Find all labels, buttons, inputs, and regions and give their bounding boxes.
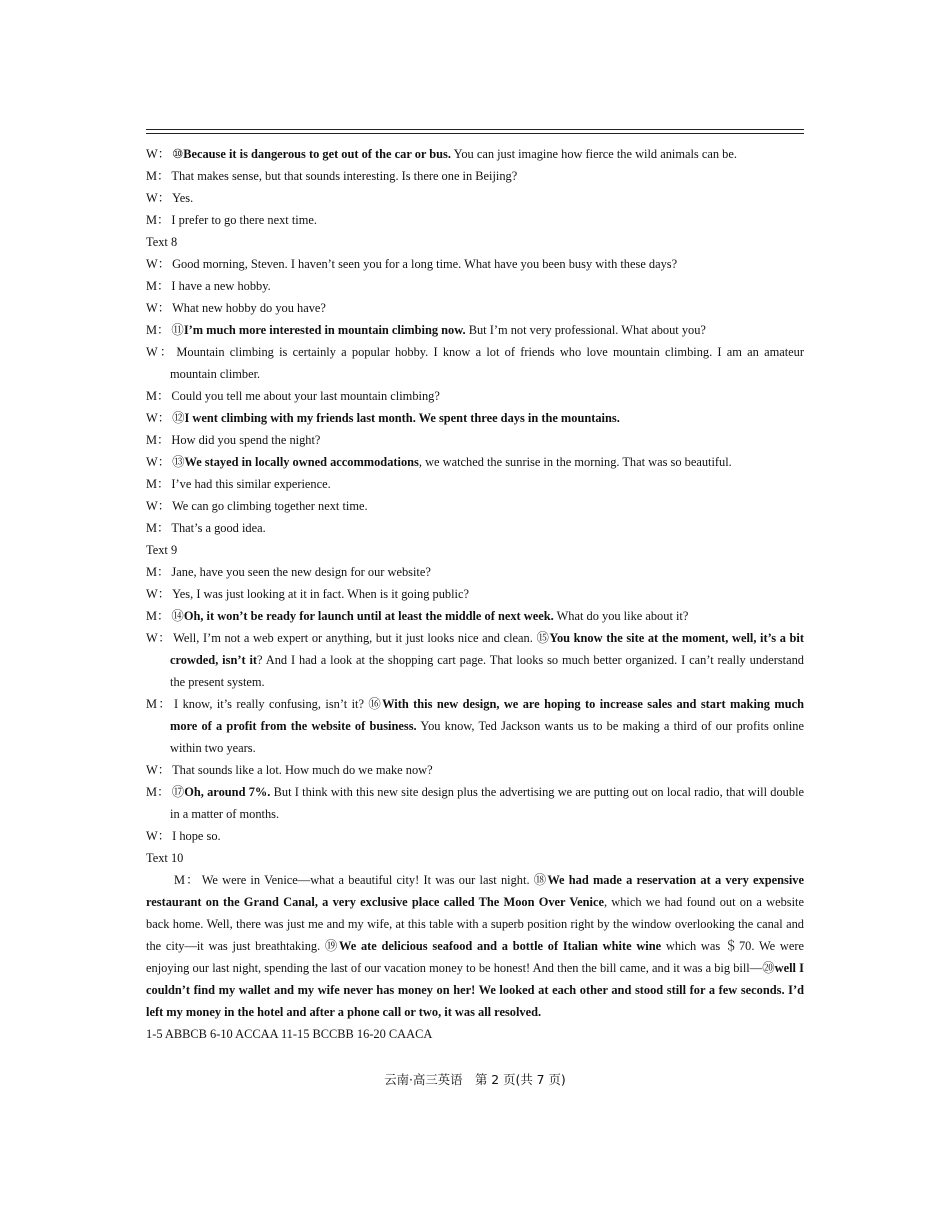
- dialogue-line: [146, 759, 804, 781]
- answer-highlight: We had made a reservation at a very expensive restaurant on the Grand Canal, a very exclusive place called The Moon Over Venice: [146, 873, 804, 909]
- dialogue-line: [146, 275, 804, 297]
- dialogue-text: But I think with this new site design plus the advertising we are putting out on local radio, that will double in a matter of months.: [170, 785, 805, 821]
- dialogue-text: I prefer to go there next time.: [171, 213, 317, 227]
- dialogue-text: ⑰: [171, 785, 185, 799]
- speaker-label: W：: [146, 301, 171, 315]
- header-rule-bottom: [146, 133, 804, 134]
- dialogue-text: You can just imagine how fierce the wild animals can be.: [450, 147, 737, 161]
- dialogue-text: Yes.: [172, 191, 194, 205]
- dialogue-text: That’s a good idea.: [171, 521, 266, 535]
- dialogue-text: We can go climbing together next time.: [172, 499, 368, 513]
- answer-highlight: Oh, it won’t be ready for launch until at least the middle of next week.: [183, 609, 554, 623]
- page-footer: 云南·高三英语 第 2 页(共 7 页): [384, 1072, 566, 1087]
- answer-highlight: Oh, around 7%.: [184, 785, 271, 799]
- dialogue-line: [146, 209, 804, 231]
- dialogue-line: [146, 143, 804, 165]
- dialogue-line: [146, 561, 804, 583]
- dialogue-line: [146, 451, 804, 473]
- dialogue-text: Good morning, Steven. I haven’t seen you for a long time. What have you been busy with these days?: [172, 257, 678, 271]
- header-rule-top: [146, 129, 804, 130]
- dialogue-text: How did you spend the night?: [171, 433, 321, 447]
- dialogue-text: But I’m not very professional. What about you?: [465, 323, 706, 337]
- speaker-label: M：: [146, 565, 170, 579]
- answer-highlight: You know the site at the moment, well, it’s a bit crowded, isn’t it: [170, 631, 804, 667]
- dialogue-text: ? And I had a look at the shopping cart page. That looks so much better organized. I can’t really understand the present system.: [170, 653, 804, 689]
- answer-highlight: well I couldn’t find my wallet and my wife never has money on her! We looked at each other and stood still for a few seconds. I’d left my money in the hotel and after a phone call or two, it was all resolved.: [146, 961, 804, 1019]
- dialogue-text: Jane, have you seen the new design for our website?: [171, 565, 431, 579]
- dialogue-line: [146, 429, 804, 451]
- dialogue-text: What do you like about it?: [553, 609, 689, 623]
- speaker-label: W：: [146, 829, 171, 843]
- dialogue-text: Yes, I was just looking at it in fact. When is it going public?: [172, 587, 469, 601]
- speaker-label: W：: [146, 455, 171, 469]
- dialogue-line: [146, 627, 804, 693]
- section-heading: Text 8: [146, 235, 178, 249]
- speaker-label: M：: [146, 477, 170, 491]
- dialogue-line: [146, 165, 804, 187]
- dialogue-line: [146, 825, 804, 847]
- answer-highlight: With this new design, we are hoping to increase sales and start making much more of a profit from the website of business.: [170, 697, 804, 733]
- dialogue-text: We were in Venice—what a beautiful city! It was our last night. ⑱: [201, 873, 548, 887]
- speaker-label: M：: [146, 169, 170, 183]
- speaker-label: M：: [146, 785, 170, 799]
- answer-highlight: We ate delicious seafood and a bottle of Italian white wine: [338, 939, 662, 953]
- dialogue-text: Mountain climbing is certainly a popular hobby. I know a lot of friends who love mountain climbing. I am an amateur mountain climber.: [170, 345, 804, 381]
- dialogue-line: [146, 253, 804, 275]
- dialogue-text: I have a new hobby.: [171, 279, 271, 293]
- speaker-label: W：: [146, 257, 171, 271]
- answer-highlight: Because it is dangerous to get out of the car or bus.: [183, 147, 451, 161]
- monologue-paragraph: [146, 869, 804, 1023]
- speaker-label: W：: [146, 191, 171, 205]
- dialogue-text: ⑫: [172, 411, 185, 425]
- speaker-label: M：: [146, 389, 170, 403]
- dialogue-text: I hope so.: [172, 829, 221, 843]
- dialogue-text: You know, Ted Jackson wants us to be making a third of our profits online within two years.: [170, 719, 804, 755]
- speaker-label: M：: [146, 609, 170, 623]
- dialogue-line: [146, 583, 804, 605]
- dialogue-line: [146, 187, 804, 209]
- section-heading: Text 10: [146, 851, 184, 865]
- dialogue-text: I’ve had this similar experience.: [171, 477, 331, 491]
- dialogue-line: [146, 693, 804, 759]
- dialogue-line: [146, 781, 804, 825]
- dialogue-text: ⑭: [171, 609, 184, 623]
- dialogue-text: , which we had found out on a website back home. Well, there was just me and my wife, at this table with a superb position right by the window overlooking the canal and the city—it was just breathtaking. ⑲: [146, 895, 804, 953]
- dialogue-line: [146, 341, 804, 385]
- answer-highlight: We stayed in locally owned accommodations: [184, 455, 419, 469]
- answer-highlight: I went climbing with my friends last month. We spent three days in the mountains.: [184, 411, 620, 425]
- speaker-label: M：: [146, 433, 170, 447]
- dialogue-line: [146, 319, 804, 341]
- dialogue-line: [146, 517, 804, 539]
- answer-key: 1-5 ABBCB 6-10 ACCAA 11-15 BCCBB 16-20 CAACA: [146, 1027, 433, 1041]
- dialogue-text: Well, I’m not a web expert or anything, but it just looks nice and clean. ⑮: [173, 631, 550, 645]
- dialogue-line: [146, 407, 804, 429]
- dialogue-text: That sounds like a lot. How much do we make now?: [172, 763, 433, 777]
- dialogue-text: ⑩: [172, 147, 184, 161]
- dialogue-text: ⑬: [172, 455, 185, 469]
- dialogue-text: What new hobby do you have?: [172, 301, 326, 315]
- speaker-label: M：: [146, 213, 170, 227]
- speaker-label: W：: [146, 147, 171, 161]
- dialogue-line: [146, 605, 804, 627]
- dialogue-line: [146, 297, 804, 319]
- speaker-label: W：: [146, 499, 171, 513]
- dialogue-text: Could you tell me about your last mountain climbing?: [171, 389, 440, 403]
- section-heading: Text 9: [146, 543, 178, 557]
- speaker-label: M：: [174, 873, 200, 887]
- dialogue-text: That makes sense, but that sounds interesting. Is there one in Beijing?: [171, 169, 518, 183]
- speaker-label: M：: [146, 521, 170, 535]
- dialogue-text: ⑪: [171, 323, 184, 337]
- speaker-label: W：: [146, 411, 171, 425]
- answer-highlight: I’m much more interested in mountain climbing now.: [183, 323, 466, 337]
- speaker-label: M：: [146, 697, 173, 711]
- speaker-label: W：: [146, 763, 171, 777]
- dialogue-line: [146, 473, 804, 495]
- speaker-label: W：: [146, 631, 172, 645]
- speaker-label: W：: [146, 345, 175, 359]
- speaker-label: M：: [146, 279, 170, 293]
- dialogue-text: which was ＄70. We were enjoying our last night, spending the last of our vacation money to be honest! And then the bill came, and it was a big bill—⑳: [146, 939, 804, 975]
- dialogue-text: I know, it’s really confusing, isn’t it? ⑯: [174, 697, 383, 711]
- dialogue-text: , we watched the sunrise in the morning. That was so beautiful.: [418, 455, 732, 469]
- dialogue-line: [146, 385, 804, 407]
- dialogue-line: [146, 495, 804, 517]
- speaker-label: W：: [146, 587, 171, 601]
- document-body: [146, 143, 804, 1045]
- speaker-label: M：: [146, 323, 170, 337]
